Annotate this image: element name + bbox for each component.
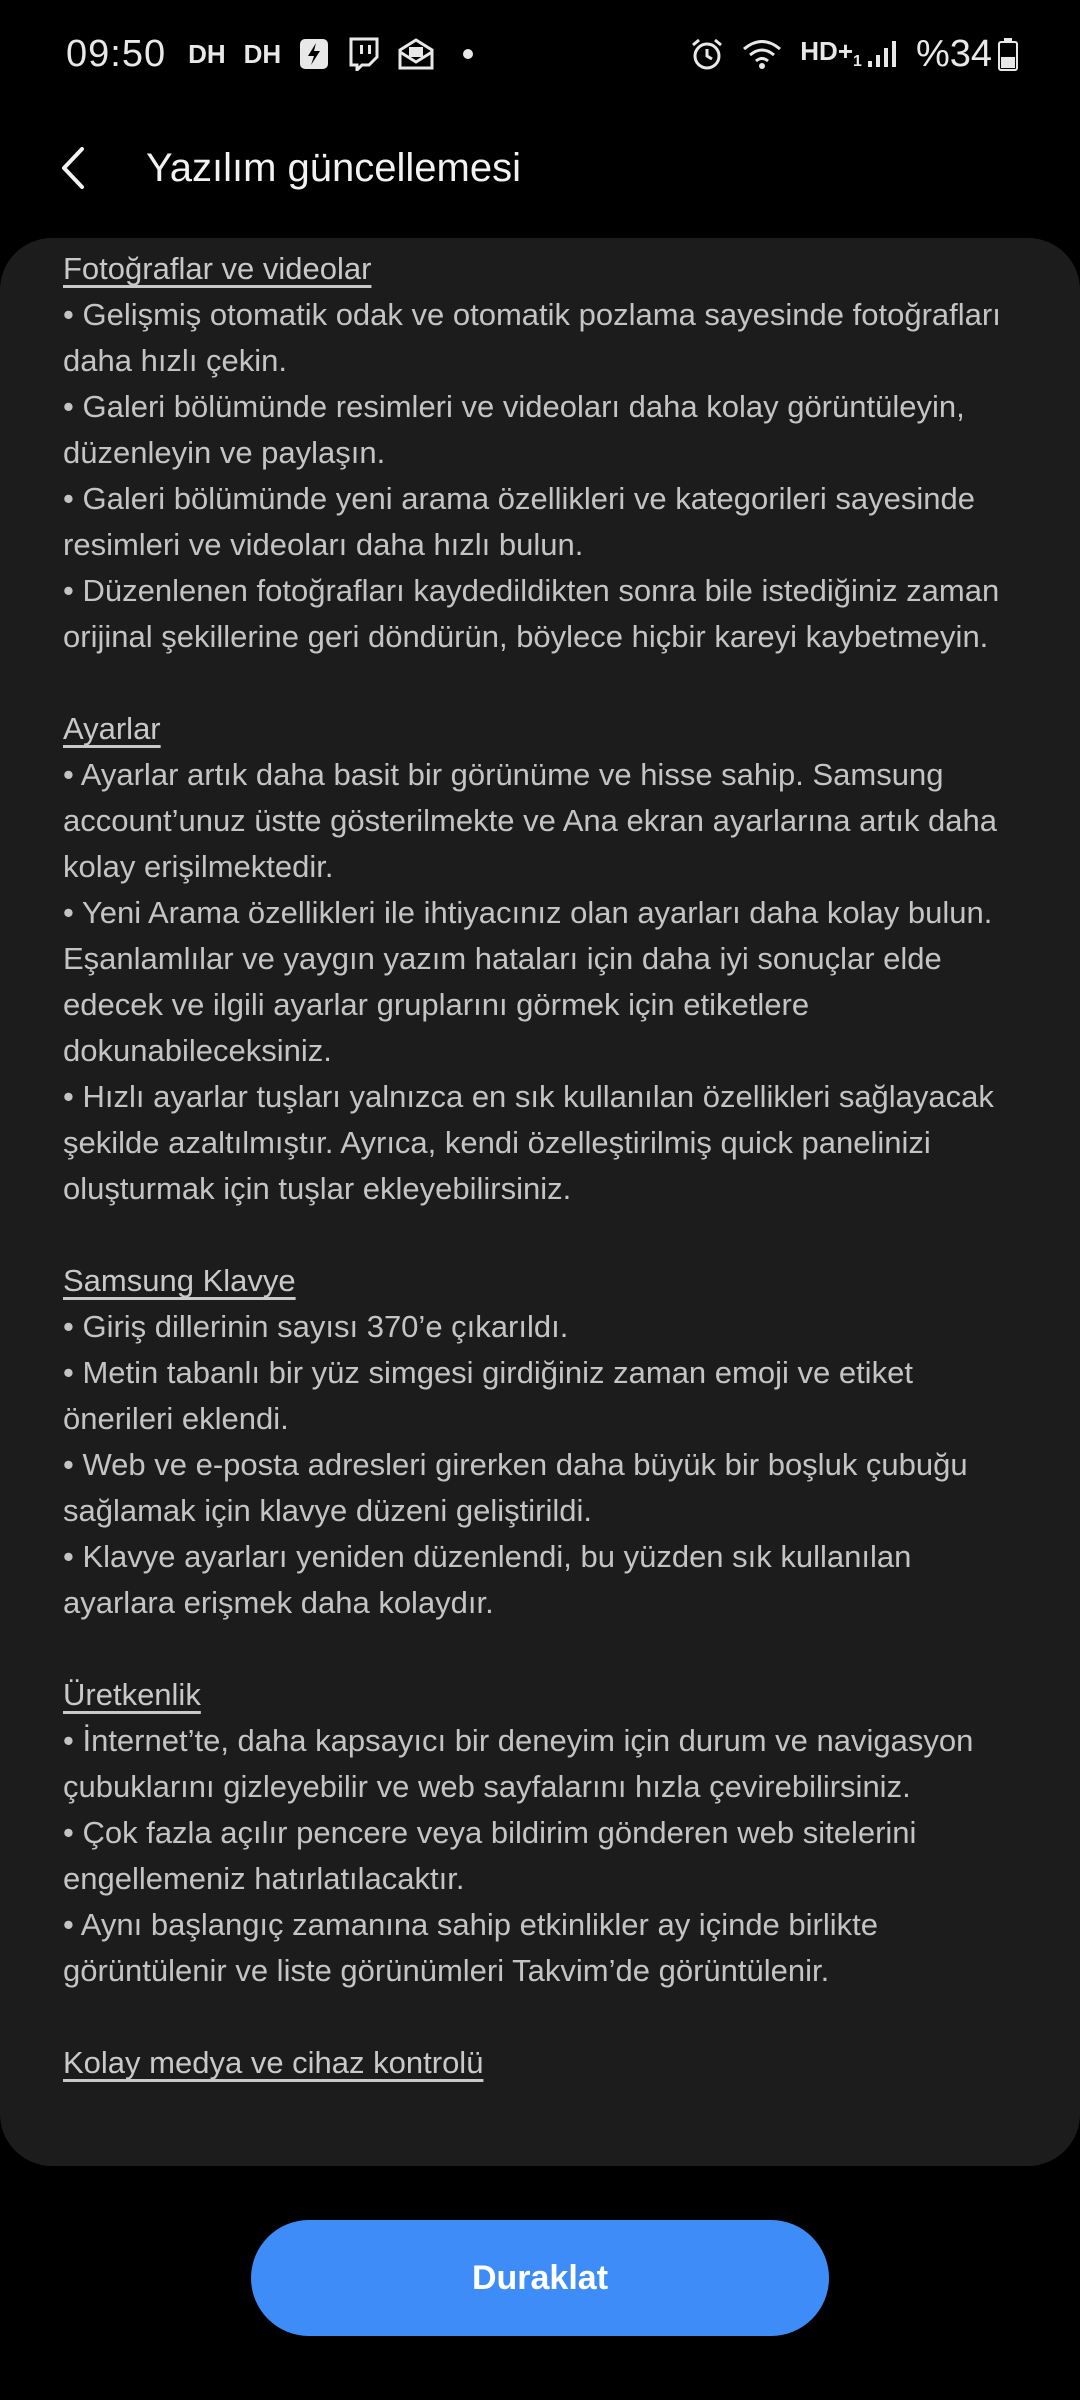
section-title: Kolay medya ve cihaz kontrolü bbox=[63, 2045, 484, 2080]
signal-icon bbox=[866, 39, 898, 69]
bullet-item: • İnternet’te, daha kapsayıcı bir deneyim için durum ve navigasyon çubuklarını gizleyebilir ve web sayfalarını hızla çevirebilirsiniz. bbox=[63, 1723, 974, 1804]
status-right bbox=[690, 33, 1018, 76]
section-photos-videos bbox=[63, 246, 1020, 660]
bullet-item: • Klavye ayarları yeniden düzenlendi, bu yüzden sık kullanılan ayarlara erişmek daha kolaydır. bbox=[63, 1539, 912, 1620]
bullet-item: • Galeri bölümünde yeni arama özellikleri ve kategorileri sayesinde resimleri ve videoları daha hızlı bulun. bbox=[63, 481, 976, 562]
mail-icon bbox=[397, 38, 435, 70]
bullet-item: • Düzenlenen fotoğrafları kaydedildikten sonra bile istediğiniz zaman orijinal şekillerine geri döndürün, böylece hiçbir kareyi kaybetmeyin. bbox=[63, 573, 1000, 654]
network-sub: 1 bbox=[853, 53, 862, 71]
pause-button[interactable]: Duraklat bbox=[251, 2220, 829, 2336]
dh-label-2: DH bbox=[243, 38, 282, 69]
twitch-icon bbox=[347, 37, 379, 71]
section-title: Samsung Klavye bbox=[63, 1263, 296, 1298]
bullet-item: • Aynı başlangıç zamanına sahip etkinlikler ay içinde birlikte görüntülenir ve liste görünümleri Takvim’de görüntülenir. bbox=[63, 1907, 878, 1988]
section-title: Fotoğraflar ve videolar bbox=[63, 251, 372, 286]
notification-dot bbox=[463, 49, 473, 59]
bullet-item: • Hızlı ayarlar tuşları yalnızca en sık kullanılan özellikleri sağlayacak şekilde azaltılmıştır. Ayrıca, kendi özelleştirilmiş quick panelinizi oluşturmak için tuşlar ekleyebilirsiniz. bbox=[63, 1079, 994, 1206]
bullet-item: • Yeni Arama özellikleri ile ihtiyacınız olan ayarları daha kolay bulun. Eşanlamlılar ve yaygın yazım hataları için daha iyi sonuçlar elde edecek ve ilgili ayarlar gruplarını görmek için etiketlere dokunabileceksiniz. bbox=[63, 895, 993, 1068]
flash-icon bbox=[299, 38, 329, 70]
bullet-item: • Giriş dillerinin sayısı 370’e çıkarıldı. bbox=[63, 1309, 569, 1344]
network-type-label bbox=[800, 36, 862, 71]
bullet-item: • Galeri bölümünde resimleri ve videoları daha kolay görüntüleyin, düzenleyin ve paylaşın. bbox=[63, 389, 965, 470]
release-notes-card[interactable] bbox=[0, 238, 1080, 2166]
section-samsung-keyboard bbox=[63, 1258, 1020, 1626]
battery-percentage: %34 bbox=[915, 32, 992, 75]
section-title: Ayarlar bbox=[63, 711, 161, 746]
chevron-left-icon bbox=[54, 143, 94, 193]
section-media-device-control bbox=[63, 2040, 1020, 2086]
bullet-item: • Gelişmiş otomatik odak ve otomatik pozlama sayesinde fotoğrafları daha hızlı çekin. bbox=[63, 297, 1001, 378]
bullet-item: • Ayarlar artık daha basit bir görünüme ve hisse sahip. Samsung account’unuz üstte gösterilmekte ve Ana ekran ayarlarına artık daha kolay erişilmektedir. bbox=[63, 757, 997, 884]
battery-icon bbox=[998, 37, 1018, 71]
bullet-item: • Web ve e-posta adresleri girerken daha büyük bir boşluk çubuğu sağlamak için klavye düzeni geliştirildi. bbox=[63, 1447, 968, 1528]
section-settings bbox=[63, 706, 1020, 1212]
page-title: Yazılım güncellemesi bbox=[146, 145, 521, 190]
app-header bbox=[0, 118, 1080, 218]
network-label: HD+ bbox=[800, 36, 854, 67]
back-button[interactable] bbox=[34, 128, 114, 208]
status-time: 09:50 bbox=[66, 32, 167, 75]
wifi-icon bbox=[742, 38, 782, 70]
alarm-icon bbox=[690, 37, 724, 71]
status-left bbox=[66, 33, 473, 76]
dh-label-1: DH bbox=[188, 38, 226, 69]
status-bar bbox=[0, 0, 1080, 108]
bullet-item: • Metin tabanlı bir yüz simgesi girdiğiniz zaman emoji ve etiket önerileri eklendi. bbox=[63, 1355, 913, 1436]
section-productivity bbox=[63, 1672, 1020, 1994]
bullet-item: • Çok fazla açılır pencere veya bildirim gönderen web sitelerini engellemeniz hatırlatılacaktır. bbox=[63, 1815, 917, 1896]
section-title: Üretkenlik bbox=[63, 1677, 201, 1712]
